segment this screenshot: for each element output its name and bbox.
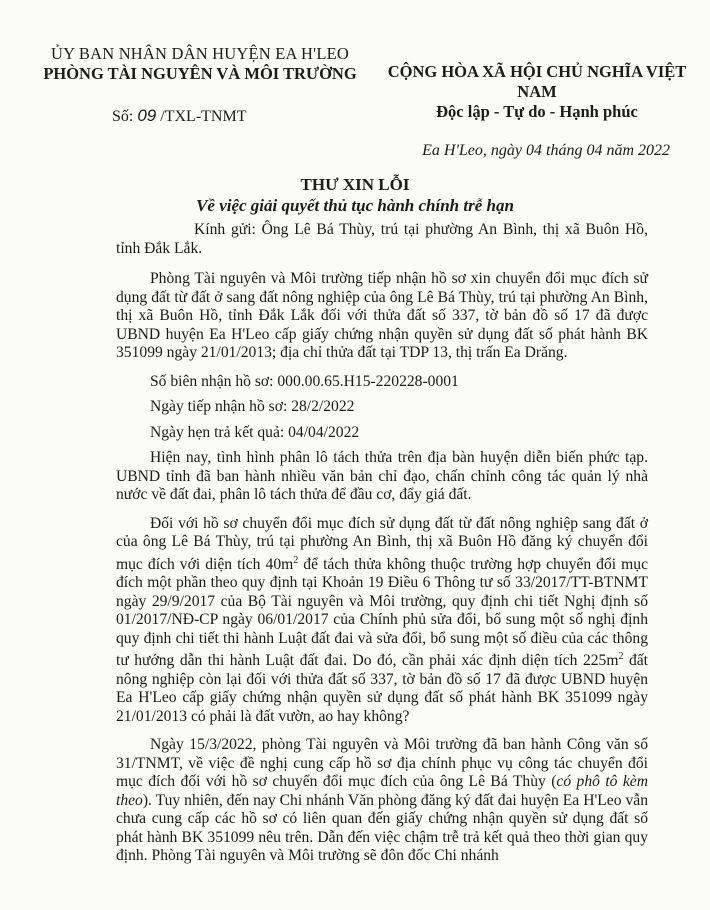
due-date: Ngày hẹn trả kết quả: 04/04/2022 bbox=[150, 423, 360, 441]
paragraph-1: Phòng Tài nguyên và Môi trường tiếp nhận hồ sơ xin chuyển đổi mục đích sử dụng đất từ đất ở sang đất nông nghiệp của ông Lê Bá Thùy, trú tại phường An Bình, thị xã Buôn Hồ, tỉnh Đắk Lắk đối với thửa đất số 337, tờ bản đồ số 17 đã được UBND huyện Ea H'Leo cấp giấy chứng nhận quyền sử dụng đất số phát hành BK 351099 ngày 21/01/2013; địa chỉ thửa đất tại TDP 13, thị trấn Ea Drăng. bbox=[116, 270, 648, 361]
national-header bbox=[372, 62, 702, 160]
paragraph-3-sup-b: 2 bbox=[618, 651, 624, 663]
paragraph-3-text-b: để tách thửa không thuộc trường hợp chuyển đổi mục đích một phần theo quy định tại Khoản 19 Điều 6 Thông tư số 33/2017/TT-BTNMT ngày 29/9/2017 của Bộ Tài nguyên và Môi trường, quy định chi tiết Nghị định số 01/2017/NĐ-CP ngày 06/01/2017 của Chính phủ sửa đổi, bổ sung một số nghị định quy định chi tiết thi hành Luật đất đai và sửa đổi, bổ sung một số điều của các thông tư hướng dẫn thi hành Luật đất đai. Do đó, cần phải xác định diện tích 225m bbox=[116, 555, 648, 670]
document-subtitle: Về việc giải quyết thủ tục hành chính trễ hạn bbox=[196, 196, 514, 215]
paragraph-4-italic: có phô tô kèm theo bbox=[116, 773, 648, 809]
issuer-block bbox=[40, 44, 360, 126]
issuer-parent-org: ỦY BAN NHÂN DÂN HUYỆN EA H'LEO bbox=[50, 44, 349, 63]
paragraph-3-text-a: Đối với hồ sơ chuyển đổi mục đích sử dụng đất từ đất nông nghiệp sang đất ở của ông Lê Bá Thùy, trú tại phường An Bình, thị xã Buôn Hồ đăng ký chuyển đổi mục đích với diện tích 40m bbox=[116, 514, 648, 573]
paragraph-4 bbox=[116, 736, 648, 866]
issuer-org-name: PHÒNG TÀI NGUYÊN VÀ MÔI TRƯỜNG bbox=[43, 64, 357, 83]
document-number bbox=[40, 106, 360, 126]
document-number-value: 09 bbox=[137, 106, 157, 125]
paragraph-2: Hiện nay, tình hình phân lô tách thửa trên địa bàn huyện diễn biến phức tạp. UBND tỉnh đã ban hành nhiều văn bản chỉ đạo, chấn chỉnh công tác quản lý nhà nước về đất đai, phân lô tách thửa để đầu cơ, đẩy giá đất. bbox=[116, 449, 648, 503]
paragraph-3 bbox=[116, 515, 648, 727]
document-title: THƯ XIN LỖI bbox=[300, 175, 410, 194]
receipt-number: Số biên nhận hồ sơ: 000.00.65.H15-220228-0001 bbox=[150, 372, 459, 390]
document-number-suffix: /TXL-TNMT bbox=[160, 108, 247, 125]
paragraph-4-text-b: ). Tuy nhiên, đến nay Chi nhánh Văn phòng đăng ký đất đai huyện Ea H'Leo vẫn chưa cung cấp các hồ sơ có liên quan đến giấy chứng nhận quyền sử dụng đất số phát hành BK 351099 nêu trên. Dẫn đến việc chậm trễ trả kết quả theo thời gian quy định. Phòng Tài nguyên và Môi trường sẽ đôn đốc Chi nhánh bbox=[116, 791, 648, 865]
document-date: Ea H'Leo, ngày 04 tháng 04 năm 2022 bbox=[422, 142, 670, 159]
paragraph-3-text-c: đất nông nghiệp còn lại đối với thửa đất số 337, tờ bản đồ số 17 đã được UBND huyện Ea H'Leo cấp giấy chứng nhận quyền sử dụng đất số phát hành BK 351099 ngày 21/01/2013 có phải là đất vườn, ao hay không? bbox=[116, 652, 648, 725]
document-number-label: Số: bbox=[112, 108, 134, 125]
paragraph-4-text-a: Ngày 15/3/2022, phòng Tài nguyên và Môi trường đã ban hành Công văn số 31/TNMT, về việc đề nghị cung cấp hồ sơ địa chính phục vụ công tác chuyển đổi mục đích đối với hồ sơ chuyển đổi mục đích của ông Lê Bá Thùy ( bbox=[116, 736, 648, 791]
national-motto: Độc lập - Tự do - Hạnh phúc bbox=[436, 102, 638, 121]
recipient-line: Kính gửi: Ông Lê Bá Thùy, trú tại phường An Bình, thị xã Buôn Hồ, tỉnh Đắk Lắk. bbox=[116, 221, 648, 257]
document-body bbox=[116, 221, 648, 876]
paragraph-3-sup-a: 2 bbox=[293, 554, 299, 566]
received-date: Ngày tiếp nhận hồ sơ: 28/2/2022 bbox=[150, 398, 355, 415]
nation-name: CỘNG HÒA XÃ HỘI CHỦ NGHĨA VIỆT NAM bbox=[387, 62, 687, 101]
